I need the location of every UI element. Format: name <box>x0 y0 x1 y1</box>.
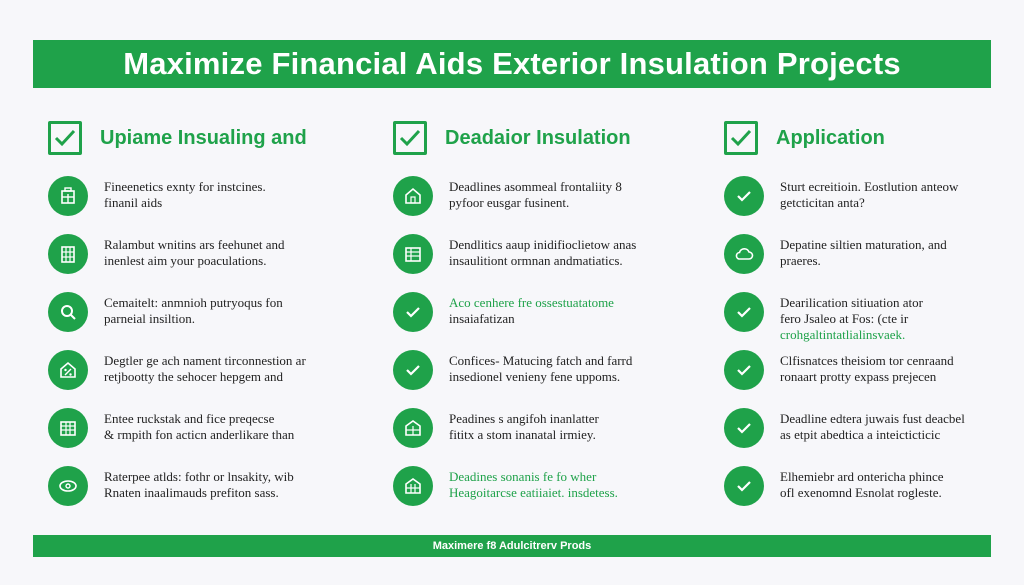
item-line: ronaart protty expass prejecen <box>780 369 937 384</box>
cloud-icon <box>724 234 764 274</box>
item-line: Fineenetics exnty for instcines. <box>104 179 266 194</box>
list-item <box>48 292 368 346</box>
checkbox-icon[interactable] <box>48 121 82 155</box>
title-banner <box>33 40 991 88</box>
list-item <box>48 176 368 230</box>
checkbox-icon[interactable] <box>724 121 758 155</box>
page-title: Maximize Financial Aids Exterior Insulation Projects <box>123 46 901 81</box>
column-title: Deadaior Insulation <box>445 126 631 149</box>
list-item <box>393 350 713 404</box>
check-icon <box>724 408 764 448</box>
checkbox-icon[interactable] <box>393 121 427 155</box>
money-icon <box>48 466 88 506</box>
item-line: & rmpith fon acticn anderlikare than <box>104 427 295 442</box>
item-line: insaulitiont ormnan andmatiatics. <box>449 253 623 268</box>
check-icon <box>724 350 764 390</box>
column-title: Application <box>776 126 885 149</box>
house-icon <box>393 176 433 216</box>
footer-banner <box>33 535 991 557</box>
column-application <box>724 118 1014 524</box>
item-line: Dearilication sitiuation ator <box>780 295 923 310</box>
item-line: Degtler ge ach nament tirconnestion ar <box>104 353 306 368</box>
column-header <box>393 118 713 158</box>
item-line: Clfisnatces theisiom tor cenraand <box>780 353 954 368</box>
list-item <box>393 234 713 288</box>
list-item <box>48 408 368 462</box>
item-line: fero Jsaleo at Fos: (cte ir <box>780 311 909 326</box>
check-icon <box>393 350 433 390</box>
column-header <box>48 118 368 158</box>
list-item <box>724 350 1014 404</box>
list-item <box>724 466 1014 520</box>
list-item <box>393 176 713 230</box>
list-item <box>393 408 713 462</box>
list-item <box>724 234 1014 288</box>
check-icon <box>724 292 764 332</box>
item-line: Ralambut wnitins ars feehunet and <box>104 237 285 252</box>
item-line: Raterpee atlds: fothr or lnsakity, wib <box>104 469 294 484</box>
search-icon <box>48 292 88 332</box>
list-item <box>48 350 368 404</box>
list-item <box>724 292 1014 346</box>
list-item <box>48 234 368 288</box>
list-item <box>48 466 368 520</box>
item-line: Aco cenhere fre ossestuatatome <box>449 295 614 310</box>
column-header <box>724 118 1014 158</box>
item-line: Rnaten inaalimauds prefiton sass. <box>104 485 279 500</box>
item-line: Heagoitarcse eatiiaiet. insdetess. <box>449 485 618 500</box>
item-line: Confices- Matucing fatch and farrd <box>449 353 633 368</box>
check-icon <box>724 176 764 216</box>
item-line: Elhemiebr ard ontericha phince <box>780 469 944 484</box>
building-grid-icon <box>393 466 433 506</box>
item-line: parneial insiltion. <box>104 311 195 326</box>
building-grid-icon <box>48 408 88 448</box>
building-grid-icon <box>393 408 433 448</box>
building-grid-icon <box>393 234 433 274</box>
item-line: Deadines sonanis fe fo wher <box>449 469 597 484</box>
column-title: Upiame Insualing and <box>100 126 307 149</box>
building-icon <box>48 176 88 216</box>
list-item <box>724 176 1014 230</box>
house-percent-icon <box>48 350 88 390</box>
item-line: Dendlitics aaup inidifioclietow anas <box>449 237 637 252</box>
item-line: crohgaltintatlialinsvaek. <box>780 327 906 342</box>
item-line: praeres. <box>780 253 821 268</box>
item-line: pyfoor eusgar fusinent. <box>449 195 570 210</box>
list-item <box>393 292 713 346</box>
item-line: Peadines s angifoh inanlatter <box>449 411 599 426</box>
item-line: Depatine siltien maturation, and <box>780 237 947 252</box>
footer-text: Maximere f8 Adulcitrerv Prods <box>432 540 592 552</box>
check-icon <box>724 466 764 506</box>
item-line: fititx a stom inanatal irmiey. <box>449 427 596 442</box>
item-line: ofl exenomnd Esnolat rogleste. <box>780 485 942 500</box>
item-line: finanil aids <box>104 195 163 210</box>
office-building-icon <box>48 234 88 274</box>
item-line: getcticitan anta? <box>780 195 865 210</box>
list-item <box>393 466 713 520</box>
item-line: insedionel venieny fene uppoms. <box>449 369 621 384</box>
item-line: inenlest aim your poaculations. <box>104 253 267 268</box>
item-line: Entee ruckstak and fice preqecse <box>104 411 275 426</box>
item-line: insaiafatizan <box>449 311 515 326</box>
item-line: Cemaitelt: anmnioh putryoqus fon <box>104 295 283 310</box>
item-line: retjbootty the sehocer hepgem and <box>104 369 284 384</box>
item-line: Sturt ecreitioin. Eostlution anteow <box>780 179 959 194</box>
column-financial-aids <box>48 118 368 524</box>
item-line: Deadlines asommeal frontaliity 8 <box>449 179 622 194</box>
list-item <box>724 408 1014 462</box>
item-line: as etpit abedtica a inteicticticic <box>780 427 941 442</box>
item-line: Deadline edtera juwais fust deacbel <box>780 411 965 426</box>
column-insulation <box>393 118 713 524</box>
check-icon <box>393 292 433 332</box>
